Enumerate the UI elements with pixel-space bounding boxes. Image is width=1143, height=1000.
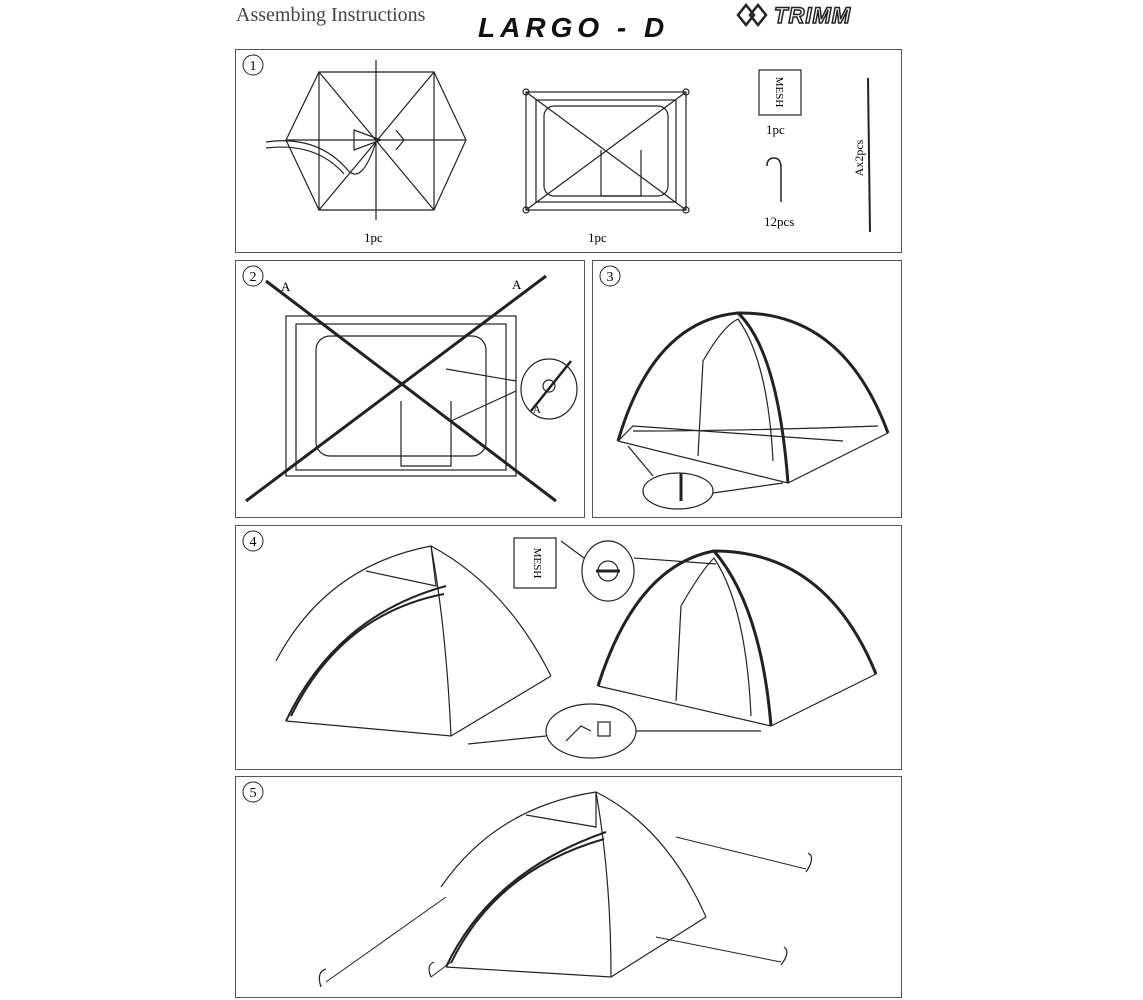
flysheet-drawing (266, 60, 466, 220)
step-1-panel (235, 49, 902, 253)
hook-detail (561, 541, 716, 601)
inner-tent-drawing (523, 89, 689, 213)
pole-a-left-label: A (281, 279, 291, 294)
step-4-panel (235, 525, 902, 770)
svg-text:3: 3 (606, 270, 614, 285)
step-number-2 (243, 266, 263, 286)
mesh-panel-label: MESH (531, 547, 543, 579)
svg-text:2: 2 (249, 270, 257, 285)
flysheet-qty: 1pc (364, 230, 383, 245)
ground-pegs (319, 853, 811, 987)
peg-detail (628, 446, 783, 509)
svg-text:4: 4 (249, 535, 257, 550)
dome-frame-drawing (618, 313, 888, 483)
svg-text:1: 1 (249, 59, 257, 74)
step-2-panel (235, 260, 585, 518)
detail-a-label: A (533, 404, 541, 416)
dome-frame-with-mesh (598, 551, 876, 726)
peg-icon (767, 158, 781, 202)
step-3-panel (592, 260, 902, 518)
pitched-tent-drawing (441, 792, 706, 977)
step-number-1 (243, 55, 263, 75)
model-name: LARGO - D (478, 12, 670, 43)
step-5-panel (235, 776, 902, 998)
page-title: Assembing Instructions (236, 4, 426, 26)
clip-detail (446, 359, 577, 421)
tent-with-flysheet-drawing (276, 546, 551, 736)
svg-text:5: 5 (249, 786, 257, 801)
inner-tent-qty: 1pc (588, 230, 607, 245)
mesh-label: MESH (773, 76, 785, 108)
step-number-4 (243, 531, 263, 551)
pole-a-pair (246, 276, 556, 501)
inner-tent-with-poles (286, 316, 516, 476)
pole-a-right-label: A (512, 277, 522, 292)
brand-logo (732, 0, 912, 35)
brand-name: TRIMM (774, 3, 852, 28)
guy-lines (326, 837, 806, 982)
mesh-qty: 1pc (766, 122, 785, 137)
buckle-detail (468, 704, 761, 758)
pole-icon (868, 78, 870, 232)
step-number-3 (600, 266, 620, 286)
peg-qty: 12pcs (764, 214, 795, 229)
step-number-5 (243, 782, 263, 802)
pole-qty: Ax2pcs (852, 139, 866, 177)
